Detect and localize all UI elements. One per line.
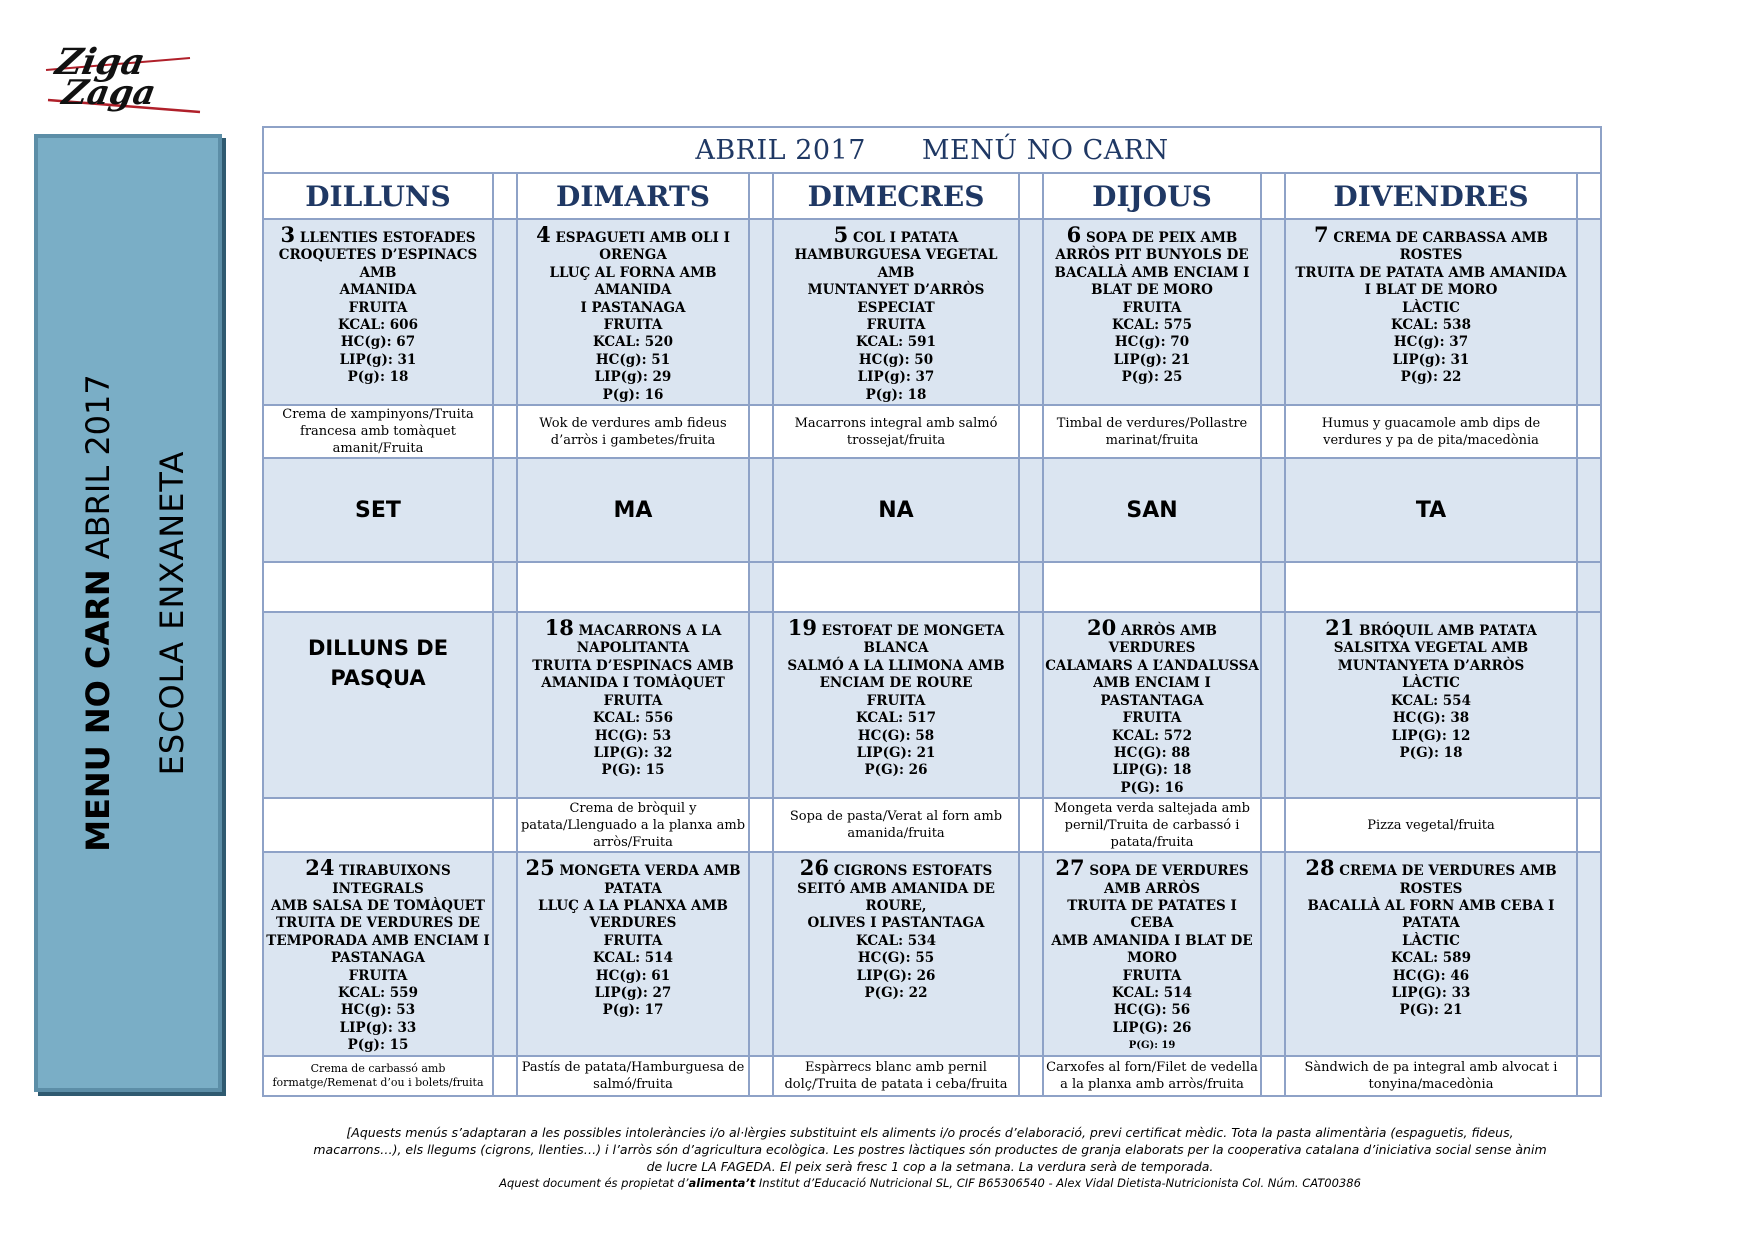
dinner-line: Crema de xampinyons/Truita [282,407,474,423]
menu-line: MUNTANYETA D’ARRÒS [1337,657,1525,674]
menu-line: TRUITA DE PATATES I CEBA [1067,897,1237,932]
menu-line: P(g): 22 [1400,369,1462,386]
menu-line: TEMPORADA AMB ENCIAM I [266,932,490,949]
lunch-dijous [1043,852,1261,1055]
menu-line: OLIVES I PASTANTAGA [807,915,985,932]
dish-first-line [518,855,748,881]
menu-line: BACALLÀ AL FORN AMB CEBA I [1307,897,1555,914]
menu-line: AMB ENCIAM I PASTANTAGA [1093,675,1211,709]
first-course: MONGETA VERDA AMB [559,863,741,880]
dinner-line: dolç/Truita de patata i ceba/fruita [784,1076,1008,1092]
dinner-line: Sopa de pasta/Verat al forn amb [789,809,1003,825]
dish-first-line [774,855,1018,881]
menu-line: HC(G): 58 [857,727,935,744]
dinner-line: d’arròs i gambetes/fruita [550,432,716,448]
column-spacer [493,852,517,1055]
menu-line: LIP(G): 12 [1391,727,1471,744]
menu-line: ROSTES [1399,247,1463,264]
menu-line: TRUITA DE VERDURES DE [276,915,480,932]
menu-line: AMB SALSA DE TOMÀQUET [271,897,485,914]
menu-line: FRUITA [1122,299,1182,316]
menu-line: LLUÇ AL FORNA AMB AMANIDA [549,264,717,299]
dinner-divendres [1285,1056,1577,1096]
menu-line: PATATA [1402,915,1460,932]
dinner-line: Wok de verdures amb fideus [539,415,727,431]
day-number: 21 [1325,615,1355,641]
menu-line: P(g): 15 [347,1037,409,1054]
empty-cell [1285,562,1577,612]
menu-line: PATATA [604,880,662,897]
dish-first-line [1044,855,1260,881]
holiday-label [264,633,492,693]
footer-line-2: macarrons…), els llegums (cigrons, llenties…) i l’arròs són d’agricultura ecològica. Les postres làctiques són productes de granja elaborats per la cooperativa catalana d’iniciativa social sense ànim [313,1142,1547,1157]
dinner-dimarts [517,1056,749,1096]
column-spacer [749,405,773,458]
menu-line: P(G): 16 [1120,779,1184,796]
dinner-line: amanit/Fruita [332,441,424,457]
menu-line: ROSTES [1399,880,1463,897]
dinner-line: tonyina/macedònia [1368,1076,1494,1092]
day-header-dimecres: DIMECRES [773,173,1019,219]
menu-line: ENCIAM DE ROURE [819,675,973,692]
menu-line: LIP(g): 33 [339,1019,417,1036]
sidebar-school: ESCOLA ENXANETA [153,450,191,776]
menu-line: ORENGA [599,247,667,264]
menu-line: CALAMARS A L’ANDALUSSA [1045,657,1259,674]
first-course: SOPA DE VERDURES [1089,863,1249,880]
dish-first-line [264,855,492,898]
dinner-line: Pizza vegetal/fruita [1367,817,1495,833]
column-spacer [1577,1056,1601,1096]
menu-line: LIP(G): 26 [856,967,936,984]
day-header-dilluns: DILLUNS [263,173,493,219]
menu-line: MORO [1127,950,1177,967]
menu-line: FRUITA [348,299,408,316]
menu-line: LÀCTIC [1402,675,1460,692]
dinner-dimecres [773,1056,1019,1096]
dinner-line: salmó/fruita [593,1076,673,1092]
menu-line: P(G): 19 [1128,1040,1176,1052]
dinner-line: Crema de carbassó amb [310,1061,446,1075]
day-number: 28 [1305,855,1335,881]
menu-line: LIP(g): 29 [594,369,672,386]
menu-line: HC(g): 70 [1114,334,1190,351]
column-spacer [1261,173,1285,219]
dish-first-line [264,222,492,247]
column-spacer [1577,852,1601,1055]
menu-line: KCAL: 572 [1112,727,1192,744]
menu-line: LLUÇ A LA PLANXA AMB [538,897,728,914]
menu-line: NAPOLITANTA [576,640,690,657]
column-spacer [1261,405,1285,458]
menu-line: LIP(G): 33 [1391,984,1471,1001]
column-spacer [493,219,517,405]
menu-line: P(G): 18 [1399,744,1463,761]
first-course: COL I PATATA [852,230,959,246]
vacation-label: SAN [1043,458,1261,562]
day-number: 20 [1087,615,1117,641]
empty-cell [263,798,493,852]
dinner-dilluns [263,1056,493,1096]
holiday-cell [263,612,493,798]
empty-cell [773,562,1019,612]
lunch-divendres [1285,219,1577,405]
day-number: 27 [1055,855,1085,881]
menu-line: HC(G): 55 [857,950,935,967]
dinner-line: trossejat/fruita [846,432,946,448]
column-spacer [1261,612,1285,798]
first-course: SOPA DE PEIX AMB [1086,230,1238,246]
menu-line: PASTANAGA [331,950,425,967]
menu-line: HC(G): 38 [1392,710,1470,727]
footer-line-3: de lucre LA FAGEDA. El peix serà fresc 1 cop a la setmana. La verdura serà de temporada. [646,1159,1214,1174]
menu-line: LIP(g): 21 [1113,351,1191,368]
dish-first-line [1044,615,1260,658]
menu-line: KCAL: 520 [593,334,673,351]
menu-line: SALMÓ A LA LLIMONA AMB [787,657,1005,674]
column-spacer [749,1056,773,1096]
menu-line: ARRÒS PIT BUNYOLS DE [1055,247,1249,264]
menu-line: HC(g): 37 [1393,334,1469,351]
empty-cell [1043,562,1261,612]
dinner-line: formatge/Remenat d’ou i bolets/fruita [272,1075,484,1089]
dinner-dimarts [517,405,749,458]
menu-line: HC(g): 67 [340,334,416,351]
dinner-dilluns [263,405,493,458]
menu-line: KCAL: 554 [1391,692,1471,709]
day-number: 25 [525,855,555,881]
column-spacer [749,219,773,405]
lunch-dimarts [517,219,749,405]
empty-cell [517,562,749,612]
menu-line: KCAL: 534 [856,932,936,949]
menu-line: HC(G): 56 [1113,1002,1191,1019]
menu-line: VERDURES [589,915,677,932]
footer-line-1: [Aquests menús s’adaptaran a les possibles intoleràncies i/o al·lèrgies substituint els aliments i/o procés d’elaboració, previ certificat mèdic. Tota la pasta alimentària (espaguetis, fideus, [346,1125,1514,1140]
menu-line: LIP(G): 21 [856,744,936,761]
column-spacer [1261,852,1285,1055]
dish-first-line [1286,222,1576,247]
dinner-dijous [1043,405,1261,458]
column-spacer [749,852,773,1055]
first-course: BRÓQUIL AMB PATATA [1359,623,1537,640]
column-spacer [1261,458,1285,562]
menu-line: I PASTANAGA [580,299,686,316]
menu-line: HC(g): 51 [595,351,671,368]
dinner-line: Mongeta verda saltejada amb [1054,800,1250,816]
menu-line: BLAT DE MORO [1091,282,1213,299]
menu-line: HAMBURGUESA VEGETAL AMB [794,247,998,281]
menu-line: P(G): 26 [864,762,928,779]
dish-first-line [774,222,1018,247]
menu-line: CROQUETES D’ESPINACS AMB [278,247,478,281]
sidebar-banner [34,134,222,1092]
menu-line: KCAL: 606 [338,317,418,334]
menu-line: BACALLÀ AMB ENCIAM I [1054,264,1250,281]
menu-line: MUNTANYET D’ARRÒS ESPECIAT [807,282,985,316]
column-spacer [493,458,517,562]
first-course: ESPAGUETI AMB OLI I [555,230,730,246]
ziga-zaga-logo [40,40,210,120]
holiday-line: PASQUA [330,666,426,691]
dinner-dimecres [773,405,1019,458]
dinner-line: Sàndwich de pa integral amb alvocat i [1304,1059,1558,1075]
first-course: TIRABUIXONS INTEGRALS [332,863,451,897]
column-spacer [493,173,517,219]
dinner-line: arròs/Fruita [593,834,673,850]
menu-line: FRUITA [866,692,926,709]
menu-line: LIP(G): 18 [1112,762,1192,779]
dinner-line: Crema de bròquil y [569,800,697,816]
column-spacer [1577,458,1601,562]
footer-line-4: Aquest document és propietat d’alimenta’t Institut d’Educació Nutricional SL, CIF B65306540 - Alex Vidal Dietista-Nutricionista Col. Núm. CAT00386 [499,1176,1361,1190]
menu-line: KCAL: 559 [338,984,418,1001]
dinner-line: Espàrrecs blanc amb pernil [805,1059,987,1075]
dish-first-line [1044,222,1260,247]
menu-line: AMANIDA [339,282,417,299]
menu-line: KCAL: 556 [593,710,673,727]
menu-line: KCAL: 514 [1112,984,1192,1001]
first-course: ESTOFAT DE MONGETA [821,623,1005,640]
dinner-line: Carxofes al forn/Filet de vedella [1046,1059,1258,1075]
svg-text:Ziga: Ziga [52,40,149,83]
vacation-label: TA [1285,458,1577,562]
day-header-dijous: DIJOUS [1043,173,1261,219]
menu-line: P(g): 16 [602,386,664,403]
lunch-dilluns [263,219,493,405]
vacation-label: NA [773,458,1019,562]
column-spacer [749,458,773,562]
menu-line: FRUITA [603,317,663,334]
menu-line: KCAL: 575 [1112,317,1192,334]
lunch-dimarts [517,852,749,1055]
menu-line: LIP(g): 31 [339,351,417,368]
dinner-line: verdures y pa de pita/macedònia [1323,432,1539,448]
dinner-line: Humus y guacamole amb dips de [1321,415,1541,431]
column-spacer [749,612,773,798]
column-spacer [1577,798,1601,852]
menu-name: MENÚ NO CARN [921,134,1169,166]
menu-line: AMANIDA I TOMÀQUET [541,675,725,692]
column-spacer [1019,219,1043,405]
lunch-dimarts [517,612,749,798]
menu-line: P(g): 18 [865,386,927,403]
day-number: 7 [1314,222,1329,247]
lunch-dijous [1043,219,1261,405]
first-course: CREMA DE VERDURES AMB [1339,863,1557,880]
menu-line: HC(g): 50 [858,351,934,368]
menu-line: LIP(G): 26 [1112,1019,1192,1036]
menu-line: KCAL: 517 [856,710,936,727]
menu-line: SEITÓ AMB AMANIDA DE ROURE, [797,880,995,914]
empty-cell [263,562,493,612]
menu-line: P(g): 17 [602,1002,664,1019]
menu-line: KCAL: 514 [593,950,673,967]
menu-line: KCAL: 591 [856,334,936,351]
menu-title [263,127,1601,173]
menu-line: FRUITA [603,692,663,709]
column-spacer [493,405,517,458]
column-spacer [1577,612,1601,798]
first-course: CREMA DE CARBASSA AMB [1333,230,1548,246]
menu-table [262,126,1602,1097]
svg-text:Zaga: Zaga [59,73,159,113]
column-spacer [1577,405,1601,458]
column-spacer [1261,562,1285,612]
first-course: ARRÒS AMB VERDURES [1108,623,1217,657]
lunch-dijous [1043,612,1261,798]
day-number: 19 [787,615,818,641]
dinner-line: Pastís de patata/Hamburguesa de [521,1059,745,1075]
dinner-dimarts [517,798,749,852]
column-spacer [493,562,517,612]
lunch-dilluns [263,852,493,1055]
first-course: MACARRONS A LA [578,623,722,640]
menu-line: P(G): 15 [601,762,665,779]
day-header-dimarts: DIMARTS [517,173,749,219]
vacation-label: SET [263,458,493,562]
menu-line: LIP(G): 32 [593,744,673,761]
day-header-divendres: DIVENDRES [1285,173,1577,219]
menu-line: LÀCTIC [1402,932,1460,949]
dinner-line: Macarrons integral amb salmó [794,415,998,431]
lunch-divendres [1285,612,1577,798]
month-label: ABRIL 2017 [695,134,866,166]
lunch-divendres [1285,852,1577,1055]
menu-line: LIP(g): 27 [594,984,672,1001]
holiday-line: DILLUNS DE [307,636,449,661]
column-spacer [1577,562,1601,612]
menu-line: FRUITA [603,932,663,949]
dinner-line: francesa amb tomàquet [300,424,456,440]
lunch-dimecres [773,612,1019,798]
column-spacer [1261,798,1285,852]
dish-first-line [774,615,1018,641]
column-spacer [1019,798,1043,852]
menu-line: HC(g): 53 [340,1002,416,1019]
dinner-line: pernil/Truita de carbassó i [1064,817,1240,833]
menu-line: HC(G): 46 [1392,967,1470,984]
column-spacer [749,798,773,852]
column-spacer [749,173,773,219]
menu-line: LÀCTIC [1402,299,1460,316]
menu-line: LIP(g): 31 [1392,351,1470,368]
column-spacer [493,798,517,852]
dinner-dijous [1043,798,1261,852]
vacation-label: MA [517,458,749,562]
column-spacer [1577,219,1601,405]
dinner-line: a la planxa amb arròs/fruita [1060,1076,1244,1092]
column-spacer [1019,458,1043,562]
column-spacer [1577,173,1601,219]
dish-first-line [1286,615,1576,641]
column-spacer [1019,612,1043,798]
menu-line: FRUITA [1122,710,1182,727]
menu-line: TRUITA DE PATATA AMB AMANIDA [1295,264,1567,281]
column-spacer [749,562,773,612]
column-spacer [1019,562,1043,612]
dinner-line: patata/Llenguado a la planxa amb [520,817,746,833]
menu-line: KCAL: 589 [1391,950,1471,967]
menu-line: I BLAT DE MORO [1364,282,1498,299]
day-number: 4 [536,222,551,247]
dinner-divendres [1285,405,1577,458]
column-spacer [1261,219,1285,405]
column-spacer [1261,1056,1285,1096]
column-spacer [1019,1056,1043,1096]
menu-line: P(g): 18 [347,369,409,386]
first-course: LLENTIES ESTOFADES [299,230,476,246]
lunch-dimecres [773,852,1019,1055]
dinner-divendres [1285,798,1577,852]
menu-line: TRUITA D’ESPINACS AMB [532,657,734,674]
column-spacer [493,612,517,798]
day-number: 6 [1066,222,1082,247]
menu-line: FRUITA [348,967,408,984]
dinner-dijous [1043,1056,1261,1096]
dinner-line: Timbal de verdures/Pollastre [1056,415,1248,431]
day-number: 5 [833,222,849,247]
column-spacer [1019,405,1043,458]
dinner-line: patata/fruita [1110,834,1194,850]
dinner-line: amanida/fruita [847,826,945,842]
menu-line: AMB AMANIDA I BLAT DE [1051,932,1253,949]
menu-line: P(G): 22 [864,984,928,1001]
dinner-dimecres [773,798,1019,852]
menu-line: P(G): 21 [1399,1002,1463,1019]
day-number: 26 [799,855,829,881]
menu-line: HC(G): 88 [1113,744,1191,761]
dish-first-line [518,222,748,247]
menu-line: LIP(g): 37 [857,369,935,386]
day-number: 24 [305,855,335,881]
footer-notes [270,1124,1590,1192]
column-spacer [1019,852,1043,1055]
menu-line: KCAL: 538 [1391,317,1471,334]
menu-line: HC(g): 61 [595,967,671,984]
menu-line: HC(G): 53 [594,727,672,744]
menu-line: FRUITA [866,317,926,334]
menu-line: AMB ARRÒS [1104,880,1200,897]
column-spacer [493,1056,517,1096]
menu-line: BLANCA [863,640,929,657]
sidebar-title: MENU NO CARN ABRIL 2017 [79,374,117,852]
day-number: 3 [280,222,296,247]
menu-line: SALSITXA VEGETAL AMB [1333,640,1529,657]
menu-line: FRUITA [1122,967,1182,984]
menu-line: P(g): 25 [1121,369,1183,386]
dish-first-line [1286,855,1576,881]
column-spacer [1019,173,1043,219]
first-course: CIGRONS ESTOFATS [833,863,993,880]
dish-first-line [518,615,748,641]
day-number: 18 [544,615,574,641]
dinner-line: marinat/fruita [1105,432,1199,448]
lunch-dimecres [773,219,1019,405]
